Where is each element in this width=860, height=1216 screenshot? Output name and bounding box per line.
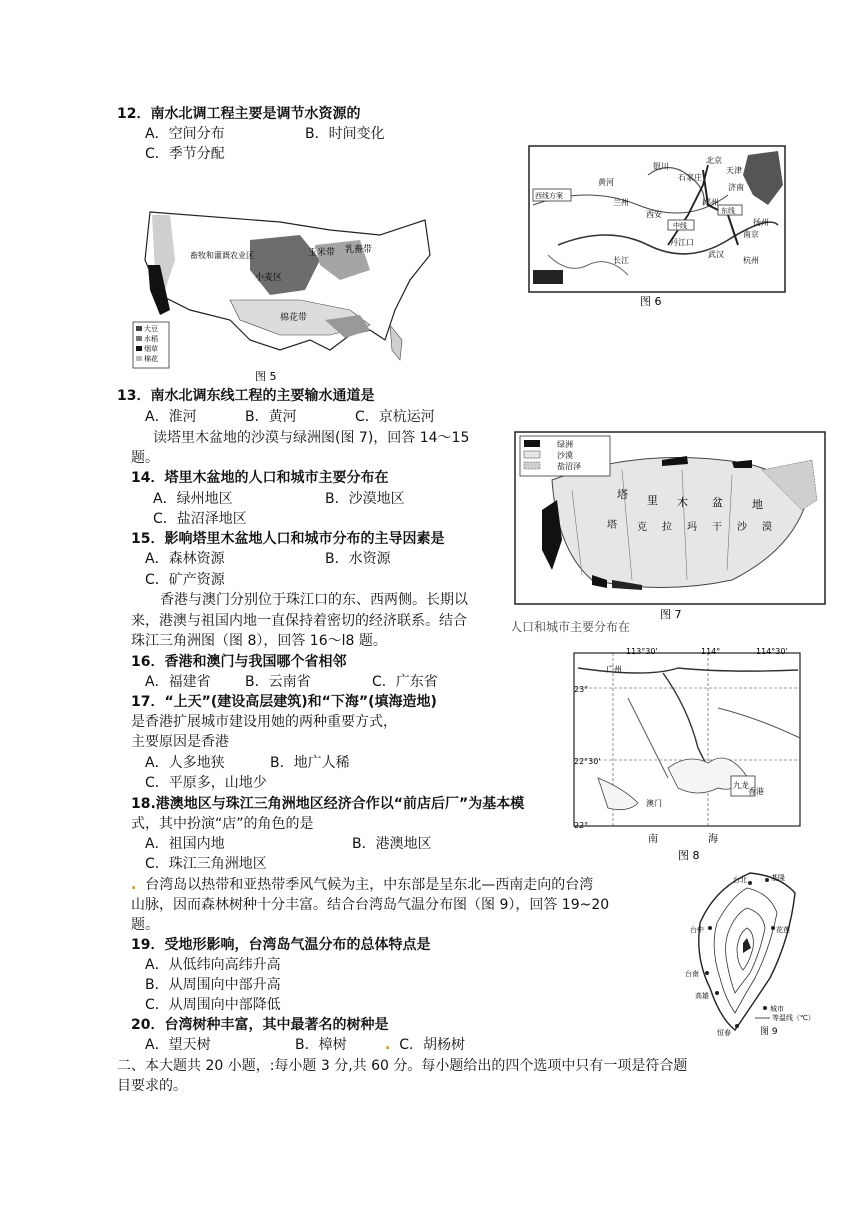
fig8-place-macau: 澳门 bbox=[646, 799, 662, 808]
fig6-label-zhengzhou: 郑州 bbox=[703, 198, 719, 207]
intro-16-line1: 香港与澳门分别位于珠江口的东、西两侧。长期以 bbox=[160, 592, 468, 608]
fig8-place-guangzhou: 广州 bbox=[606, 665, 622, 674]
q12-option-a: A．空间分布 bbox=[145, 126, 225, 142]
fig8-caption: 图 8 bbox=[678, 849, 700, 862]
q13-option-a: A．淮河 bbox=[145, 409, 197, 425]
fig5-label-wheat: 小麦区 bbox=[255, 273, 283, 283]
q17-option-c: C．平原多，山地少 bbox=[145, 775, 267, 791]
q20-option-a: A．望天树 bbox=[145, 1037, 211, 1053]
fig7-desert-char-5: 干 bbox=[712, 522, 722, 533]
fig9-place-keelung: 基隆 bbox=[771, 874, 785, 882]
fig7-desert-char-2: 克 bbox=[637, 522, 647, 533]
intro-16-line3: 珠江三角洲图（图 8），回答 16～l8 题。 bbox=[131, 633, 387, 649]
fig6-label-xian: 西安 bbox=[646, 210, 662, 219]
q15-stem: 15．影响塔里木盆地人口和城市分布的主导因素是 bbox=[131, 531, 445, 547]
intro-16-line2: 来，港澳与祖国内地一直保持着密切的经济联系。结合 bbox=[131, 613, 467, 629]
fig6-label-lanzhou: 兰州 bbox=[613, 198, 629, 207]
section-2-line2: 目要求的。 bbox=[117, 1078, 187, 1094]
q17-line2: 是香港扩展城市建设用她的两种重要方式， bbox=[131, 714, 397, 730]
q13-option-b: B．黄河 bbox=[245, 409, 297, 425]
fig8-place-kowloon: 九龙 bbox=[733, 781, 749, 790]
q16-stem: 16．香港和澳门与我国哪个省相邻 bbox=[131, 654, 347, 670]
q19-option-a: A．从低纬向高纬升高 bbox=[145, 957, 281, 973]
fig7-caption: 图 7 bbox=[660, 608, 682, 621]
q17-option-b: B．地广人稀 bbox=[270, 755, 350, 771]
q20-stem: 20．台湾树种丰富，其中最著名的树种是 bbox=[131, 1017, 389, 1033]
fig6-label-changjiang: 长江 bbox=[613, 256, 629, 265]
bullet-dot: . bbox=[131, 877, 137, 893]
q15-option-c: C．矿产资源 bbox=[145, 572, 225, 588]
fig7-basin-char-1: 塔 bbox=[617, 488, 628, 501]
q17-line3: 主要原因是香港 bbox=[131, 734, 229, 750]
fig7-basin-char-4: 盆 bbox=[712, 496, 723, 509]
q15-option-b: B．水资源 bbox=[325, 551, 391, 567]
q13-option-c: C．京杭运河 bbox=[355, 409, 435, 425]
intro-19-text: 台湾岛以热带和亚热带季风气候为主，中东部是呈东北—西南走向的台湾 bbox=[145, 877, 594, 893]
fig6-label-danjiangkou: 丹江口 bbox=[670, 238, 694, 247]
intro-14-line2: 题。 bbox=[131, 450, 159, 466]
intro-19-line2: 山脉，因而森林树种十分丰富。结合台湾岛气温分布图（图 9），回答 19~20 bbox=[131, 897, 610, 913]
fig6-label-beijing: 北京 bbox=[706, 156, 722, 165]
fig6-caption: 图 6 bbox=[640, 295, 662, 308]
q20-option-c bbox=[385, 1035, 465, 1055]
q18-line2: 式，其中扮演“店”的角色的是 bbox=[131, 816, 314, 832]
q20-option-c-text: C．胡杨树 bbox=[399, 1037, 466, 1053]
fig8-lat-2: 22°30' bbox=[574, 757, 601, 766]
fig9-caption: 图 9 bbox=[760, 1027, 778, 1037]
q12-option-c: C．季节分配 bbox=[145, 146, 225, 162]
fig6-label-shijiazhuang: 石家庄 bbox=[678, 173, 702, 182]
fig6-label-nanjing: 南京 bbox=[743, 230, 759, 239]
fig5-legend-tobacco: 烟草 bbox=[144, 345, 158, 353]
q18-option-c: C．珠江三角洲地区 bbox=[145, 856, 267, 872]
fig6-label-middle: 中线 bbox=[673, 222, 687, 230]
q16-option-b: B．云南省 bbox=[245, 674, 311, 690]
q20-option-b: B．樟树 bbox=[295, 1037, 347, 1053]
q18-option-b: B．港澳地区 bbox=[352, 836, 432, 852]
fig7-desert-char-3: 拉 bbox=[662, 522, 672, 533]
fig7-basin-char-3: 木 bbox=[677, 496, 688, 509]
q19-option-c: C．从周围向中部降低 bbox=[145, 997, 281, 1013]
fig7-desert-char-4: 玛 bbox=[687, 522, 697, 533]
figure-7-map bbox=[512, 430, 828, 634]
fig5-caption: 图 5 bbox=[255, 370, 277, 383]
q13-stem: 13．南水北调东线工程的主要输水通道是 bbox=[117, 388, 375, 404]
figure-9-map bbox=[655, 868, 827, 1038]
q19-option-b: B．从周围向中部升高 bbox=[145, 977, 281, 993]
fig9-place-kaohsiung: 高雄 bbox=[695, 992, 709, 1000]
fig7-basin-char-5: 地 bbox=[752, 498, 763, 511]
fig5-legend-cotton: 棉花 bbox=[144, 355, 158, 363]
fig6-label-wuhan: 武汉 bbox=[708, 250, 724, 259]
fig8-place-hongkong: 香港 bbox=[748, 787, 764, 796]
fig8-lon-1: 113°30' bbox=[626, 648, 658, 656]
figure-6-map bbox=[528, 145, 790, 310]
fig7-basin-char-2: 里 bbox=[647, 494, 658, 507]
q14-option-b: B．沙漠地区 bbox=[325, 491, 405, 507]
fig5-label-corn: 玉米带 bbox=[308, 248, 336, 258]
fig6-label-yinchuan: 银川 bbox=[653, 162, 669, 171]
q14-option-c: C．盐沼泽地区 bbox=[153, 511, 247, 527]
q16-option-a: A．福建省 bbox=[145, 674, 211, 690]
q14-option-a: A．绿州地区 bbox=[153, 491, 233, 507]
fig9-legend-isotherm: 等温线（℃） bbox=[772, 1014, 815, 1022]
fig6-label-huanghe: 黄河 bbox=[598, 178, 614, 187]
fig8-lat-1: 23° bbox=[574, 685, 589, 694]
intro-19-line1 bbox=[131, 875, 593, 895]
fig9-place-taipei: 台北 bbox=[733, 876, 747, 884]
fig7-legend-salt-marsh: 盐沼泽 bbox=[557, 462, 581, 471]
q12-option-b: B．时间变化 bbox=[305, 126, 385, 142]
figure-8-map bbox=[568, 648, 808, 863]
fig6-label-east: 东线 bbox=[721, 207, 735, 215]
fig6-label-yangzhou: 扬州 bbox=[753, 218, 769, 227]
fig9-place-tainan: 台南 bbox=[685, 970, 699, 978]
q19-stem: 19．受地形影响，台湾岛气温分布的总体特点是 bbox=[131, 937, 431, 953]
fig9-place-hualien: 花莲 bbox=[776, 926, 790, 934]
q17-line1: 17．“上天”(建设高层建筑)和“下海”(填海造地) bbox=[131, 694, 437, 710]
bullet-dot-2: . bbox=[385, 1037, 391, 1053]
q18-option-a: A．祖国内地 bbox=[145, 836, 225, 852]
fig5-legend-rice: 水稻 bbox=[144, 335, 158, 343]
intro-14-line1: 读塔里木盆地的沙漠与绿洲图(图 7)，回答 14～15 bbox=[153, 430, 470, 446]
fig7-legend-desert: 沙漠 bbox=[557, 451, 573, 460]
fig7-desert-char-6: 沙 bbox=[737, 522, 747, 533]
figure-5-map bbox=[130, 200, 440, 385]
q17-option-a: A．人多地狭 bbox=[145, 755, 225, 771]
fig5-region-label: 畜牧和灌溉农业区 bbox=[190, 251, 254, 260]
fig8-lon-3: 114°30' bbox=[756, 648, 788, 656]
q14-stem: 14．塔里木盆地的人口和城市主要分布在 bbox=[131, 470, 389, 486]
q15-option-a: A．森林资源 bbox=[145, 551, 225, 567]
fig9-place-taichung: 台中 bbox=[690, 926, 704, 934]
fig5-legend-soybean: 大豆 bbox=[144, 325, 158, 333]
section-2-line1: 二、本大题共 20 小题，:每小题 3 分,共 60 分。每小题给出的四个选项中只有一项是符合题 bbox=[117, 1058, 688, 1074]
fig7-cut-text: 人口和城市主要分布在 bbox=[512, 620, 631, 634]
fig6-inset-label: 西线方案 bbox=[535, 192, 563, 200]
fig8-lon-2: 114° bbox=[701, 648, 721, 656]
fig8-sea-2: 海 bbox=[708, 834, 718, 845]
q18-line1: 18.港澳地区与珠江三角洲地区经济合作以“前店后厂”为基本模 bbox=[131, 796, 525, 812]
fig7-desert-char-7: 漠 bbox=[762, 522, 772, 533]
q16-option-c: C．广东省 bbox=[372, 674, 438, 690]
fig9-legend-city: 城市 bbox=[770, 1005, 784, 1013]
q12-stem: 12．南水北调工程主要是调节水资源的 bbox=[117, 106, 361, 122]
fig7-legend-oasis: 绿洲 bbox=[557, 440, 573, 449]
fig6-label-tianjin: 天津 bbox=[726, 166, 742, 175]
fig5-label-cotton: 棉花带 bbox=[280, 313, 308, 323]
fig6-label-jinan: 济南 bbox=[728, 183, 744, 192]
fig9-place-hengchun: 恒春 bbox=[717, 1029, 731, 1037]
fig8-lat-3: 22° bbox=[574, 821, 589, 830]
fig5-label-dairy: 乳畜带 bbox=[345, 245, 373, 255]
fig8-sea-1: 南 bbox=[648, 834, 658, 845]
fig6-label-hangzhou: 杭州 bbox=[743, 256, 759, 265]
fig7-desert-char-1: 塔 bbox=[607, 520, 617, 531]
intro-19-line3: 题。 bbox=[131, 917, 159, 933]
